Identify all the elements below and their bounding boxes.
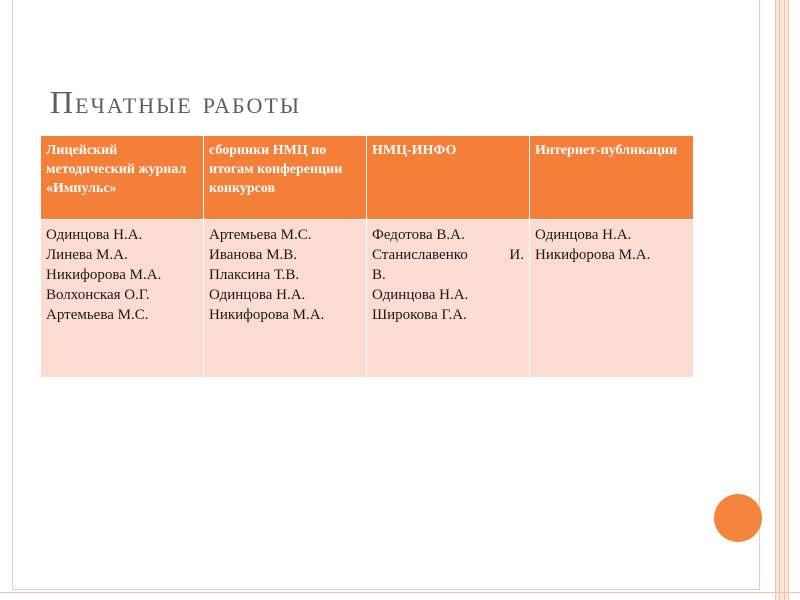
author-name: Федотова В.А. <box>372 227 465 243</box>
publications-table <box>40 135 694 378</box>
author-name: Одинцова Н.А. <box>46 227 143 243</box>
cell-nmc-info-authors <box>367 220 530 378</box>
header-journal: Лицейский методический журнал «Импульс» <box>41 136 204 220</box>
author-surname: Станиславенко <box>372 247 468 263</box>
author-name: Никифорова М.А. <box>209 307 325 323</box>
author-initial: И. <box>509 247 524 263</box>
header-collections: сборники НМЦ по итогам конференции конкурсов <box>204 136 367 220</box>
author-name: Артемьева М.С. <box>46 307 149 323</box>
decorative-orange-circle <box>714 494 762 542</box>
table-row <box>41 220 694 378</box>
cell-collections-authors <box>204 220 367 378</box>
author-name: Одинцова Н.А. <box>209 287 306 303</box>
cell-journal-authors <box>41 220 204 378</box>
author-name: Волхонская О.Г. <box>46 287 150 303</box>
author-initial-cont: В. <box>372 267 386 283</box>
author-name: Артемьева М.С. <box>209 227 312 243</box>
author-name-split <box>372 245 524 265</box>
author-name: Линева М.А. <box>46 247 128 263</box>
slide-title: Печатные работы <box>50 84 302 120</box>
author-name: Широкова Г.А. <box>372 307 467 323</box>
decorative-side-bar <box>775 0 789 600</box>
author-name: Одинцова Н.А. <box>535 227 632 243</box>
table-header-row <box>41 136 694 220</box>
author-name: Плаксина Т.В. <box>209 267 300 283</box>
author-name: Никифорова М.А. <box>46 267 162 283</box>
decorative-bottom-line <box>0 592 800 593</box>
cell-internet-authors <box>530 220 694 378</box>
author-name: Одинцова Н.А. <box>372 287 469 303</box>
author-name: Никифорова М.А. <box>535 247 651 263</box>
author-name: Иванова М.В. <box>209 247 298 263</box>
header-nmc-info: НМЦ-ИНФО <box>367 136 530 220</box>
header-internet: Интернет-публикации <box>530 136 694 220</box>
